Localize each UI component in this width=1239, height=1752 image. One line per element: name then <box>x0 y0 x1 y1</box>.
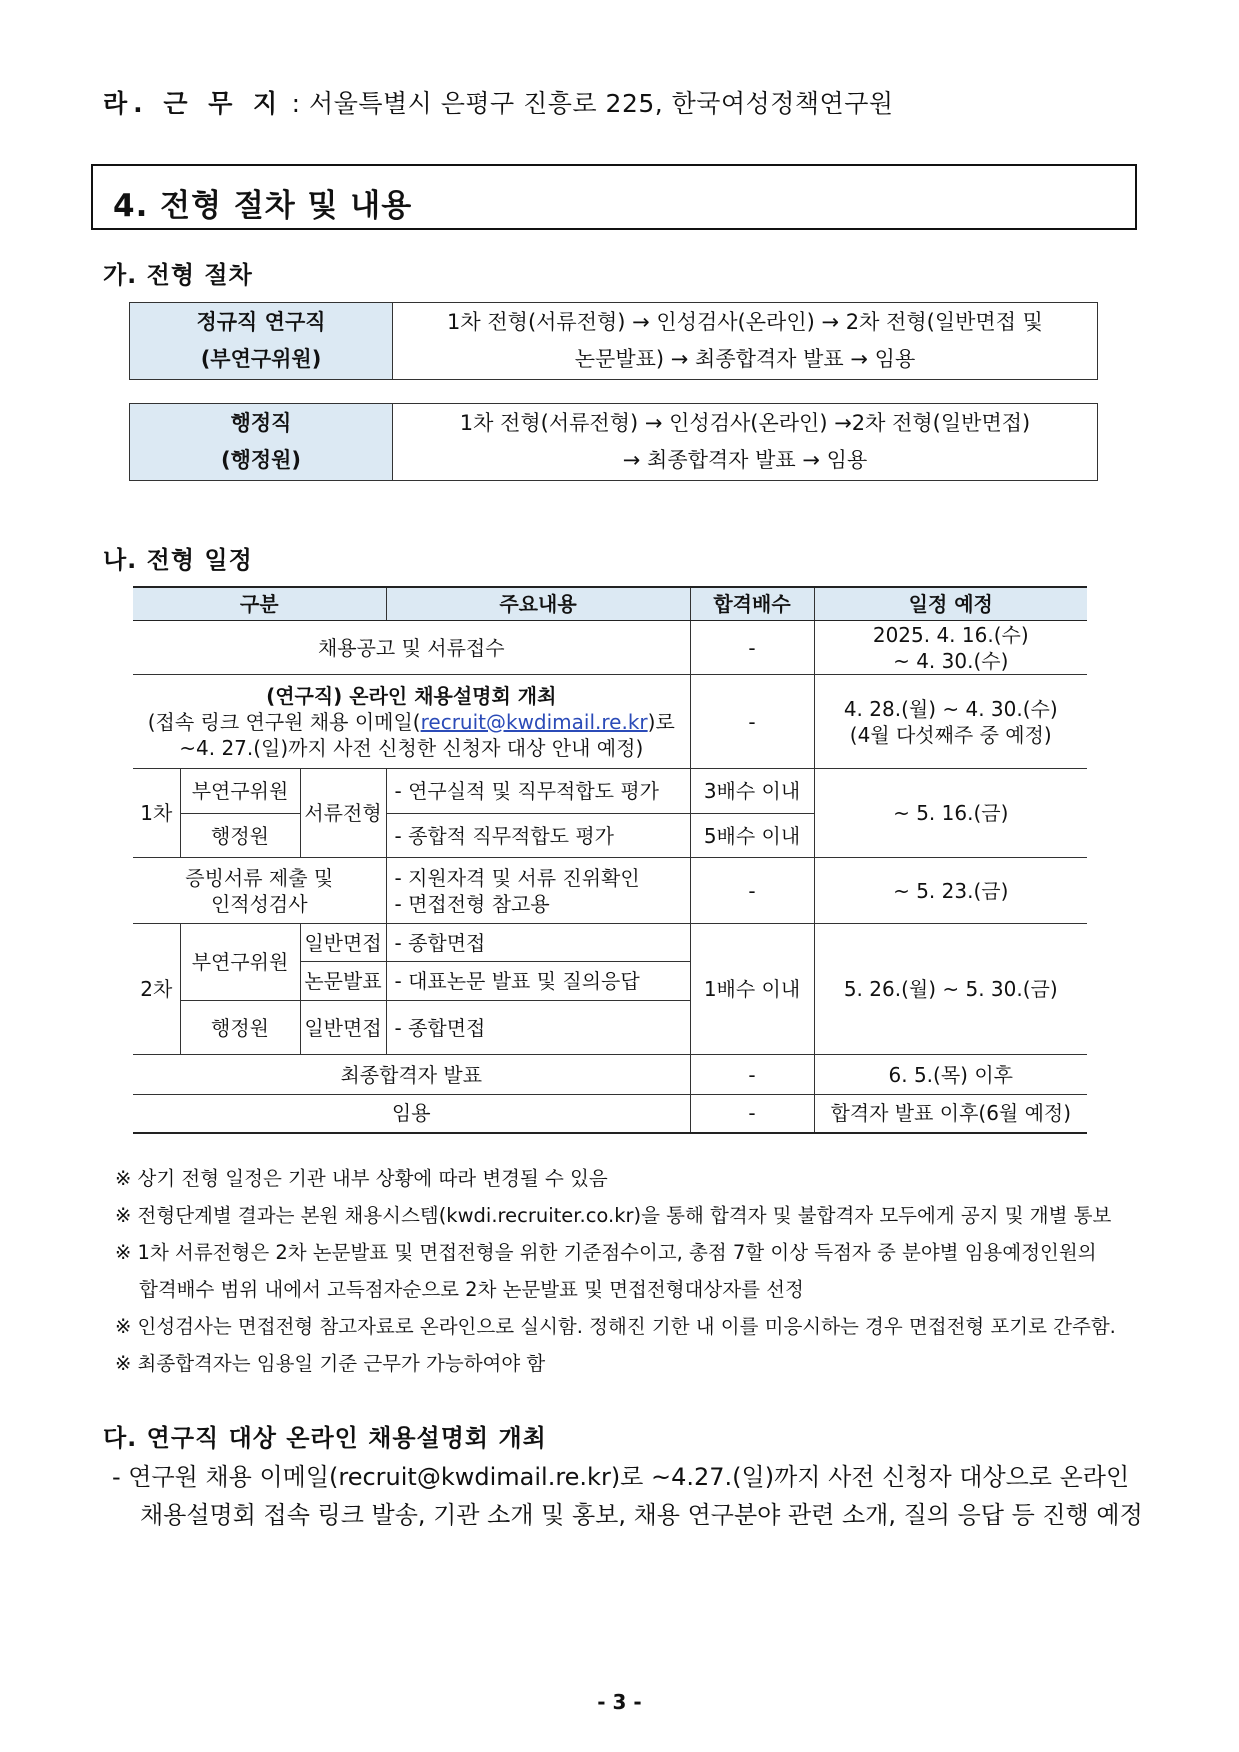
section-title: 4. 전형 절차 및 내용 <box>91 164 1137 230</box>
content-cell: - 종합면접 <box>386 1001 690 1055</box>
info-session-line2-post: )로 <box>647 709 675 734</box>
table-row <box>133 769 1087 814</box>
cell-date: 6. 5.(목) 이후 <box>814 1055 1087 1095</box>
content-cell <box>386 858 690 924</box>
stage-label: 1차 <box>133 769 180 858</box>
info-session-line2-pre: (접속 링크 연구원 채용 이메일( <box>147 709 421 734</box>
procedure-flow-line2: 논문발표) → 최종합격자 발표 → 임용 <box>574 347 916 371</box>
cell-date <box>814 621 1087 675</box>
table-row <box>133 924 1087 962</box>
online-session-line1: - 연구원 채용 이메일(recruit@kwdimail.re.kr)로 ~4.27.(일)까지 사전 신청자 대상으로 온라인 <box>112 1463 1130 1491</box>
cell-label: 채용공고 및 서류접수 <box>133 621 690 675</box>
cell-ratio: 5배수 이내 <box>690 814 814 858</box>
table-header-row <box>133 587 1087 621</box>
cell-date: 5. 26.(월) ~ 5. 30.(금) <box>814 924 1087 1055</box>
content-cell: - 종합면접 <box>386 924 690 962</box>
cell-ratio: - <box>690 1055 814 1095</box>
procedure-type <box>130 303 393 380</box>
date-line1: 2025. 4. 16.(수) <box>872 622 1029 647</box>
cell-ratio: - <box>690 675 814 769</box>
type-label: 일반면접 <box>300 1001 386 1055</box>
type-label: 서류전형 <box>300 769 386 858</box>
procedure-type-line2: (부연구위원) <box>200 347 322 371</box>
position-label: 부연구위원 <box>180 924 300 1001</box>
table-row <box>133 675 1087 769</box>
note-item: ※ 인성검사는 면접전형 참고자료로 온라인으로 실시함. 정해진 기한 내 이를 미응시하는 경우 면접전형 포기로 간주함. <box>115 1315 1116 1338</box>
table-row <box>133 858 1087 924</box>
procedure-type-line2: (행정원) <box>220 448 302 472</box>
procedure-type-line1: 정규직 연구직 <box>196 310 326 334</box>
workplace-label: 라. 근 무 지 <box>103 89 284 118</box>
date-line2: (4월 다섯째주 중 예정) <box>849 722 1052 747</box>
cell-label: 최종합격자 발표 <box>133 1055 690 1095</box>
cell-date: 합격자 발표 이후(6월 예정) <box>814 1095 1087 1133</box>
procedure-type <box>130 404 393 481</box>
cell-label <box>133 675 690 769</box>
table-row <box>133 621 1087 675</box>
workplace-line <box>103 84 894 120</box>
header-ratio: 합격배수 <box>690 587 814 621</box>
page-number: - 3 - <box>597 1690 642 1714</box>
info-session-title: (연구직) 온라인 채용설명회 개최 <box>266 683 557 708</box>
note-item: ※ 최종합격자는 임용일 기준 근무가 가능하여야 함 <box>115 1352 546 1375</box>
note-item-continued: 합격배수 범위 내에서 고득점자순으로 2차 논문발표 및 면접전형대상자를 선정 <box>139 1278 804 1301</box>
procedure-flow-line1: 1차 전형(서류전형) → 인성검사(온라인) → 2차 전형(일반면접 및 <box>447 310 1043 334</box>
header-content: 주요내용 <box>386 587 690 621</box>
cell-date: ~ 5. 23.(금) <box>814 858 1087 924</box>
note-item: ※ 상기 전형 일정은 기관 내부 상황에 따라 변경될 수 있음 <box>115 1167 608 1190</box>
table-row <box>133 1095 1087 1133</box>
schedule-heading: 나. 전형 일정 <box>103 546 253 574</box>
cell-ratio: - <box>690 858 814 924</box>
workplace-sep: : <box>283 89 310 118</box>
procedure-flow <box>393 303 1098 380</box>
position-label: 부연구위원 <box>180 769 300 814</box>
cell-ratio: 1배수 이내 <box>690 924 814 1055</box>
type-label: 일반면접 <box>300 924 386 962</box>
date-line2: ~ 4. 30.(수) <box>893 648 1009 673</box>
procedure-heading: 가. 전형 절차 <box>103 261 253 289</box>
header-date: 일정 예정 <box>814 587 1087 621</box>
note-item: ※ 1차 서류전형은 2차 논문발표 및 면접전형을 위한 기준점수이고, 총점 7할 이상 득점자 중 분야별 임용예정인원의 <box>115 1241 1097 1264</box>
content-cell: - 종합적 직무적합도 평가 <box>386 814 690 858</box>
note-item: ※ 전형단계별 결과는 본원 채용시스템(kwdi.recruiter.co.kr)을 통해 합격자 및 불합격자 모두에게 공지 및 개별 통보 <box>115 1204 1112 1227</box>
procedure-flow-line1: 1차 전형(서류전형) → 인성검사(온라인) →2차 전형(일반면접) <box>459 411 1031 435</box>
cell-ratio: - <box>690 1095 814 1133</box>
email-link[interactable]: recruit@kwdimail.re.kr <box>420 709 648 734</box>
cell-label <box>133 858 386 924</box>
label-line1: 증빙서류 제출 및 <box>185 865 334 890</box>
workplace-value: 서울특별시 은평구 진흥로 225, 한국여성정책연구원 <box>309 89 894 118</box>
procedure-flow-line2: → 최종합격자 발표 → 임용 <box>622 448 868 472</box>
date-line1: 4. 28.(월) ~ 4. 30.(수) <box>843 696 1058 721</box>
procedure-flow <box>393 404 1098 481</box>
info-session-line3: ~4. 27.(일)까지 사전 신청한 신청자 대상 안내 예정) <box>179 735 644 760</box>
info-session-line2 <box>135 709 688 735</box>
notes-block <box>115 1160 1116 1382</box>
cell-label: 임용 <box>133 1095 690 1133</box>
content-line2: - 면접전형 참고용 <box>394 891 550 916</box>
procedure-type-line1: 행정직 <box>230 411 292 435</box>
procedure-table-admin <box>129 403 1098 481</box>
content-cell: - 연구실적 및 직무적합도 평가 <box>386 769 690 814</box>
schedule-table <box>133 586 1087 1134</box>
label-line2: 인적성검사 <box>210 891 308 916</box>
header-category: 구분 <box>133 587 386 621</box>
cell-ratio: 3배수 이내 <box>690 769 814 814</box>
online-session-heading: 다. 연구직 대상 온라인 채용설명회 개최 <box>103 1424 547 1452</box>
position-label: 행정원 <box>180 1001 300 1055</box>
type-label: 논문발표 <box>300 962 386 1001</box>
cell-ratio: - <box>690 621 814 675</box>
content-line1: - 지원자격 및 서류 진위확인 <box>394 865 640 890</box>
online-session-line2: 채용설명회 접속 링크 발송, 기관 소개 및 홍보, 채용 연구분야 관련 소개, 질의 응답 등 진행 예정 <box>140 1501 1143 1529</box>
procedure-table-research <box>129 302 1098 380</box>
cell-date: ~ 5. 16.(금) <box>814 769 1087 858</box>
online-session-body <box>112 1458 1143 1534</box>
content-cell: - 대표논문 발표 및 질의응답 <box>386 962 690 1001</box>
cell-date <box>814 675 1087 769</box>
table-row <box>133 1055 1087 1095</box>
position-label: 행정원 <box>180 814 300 858</box>
stage-label: 2차 <box>133 924 180 1055</box>
